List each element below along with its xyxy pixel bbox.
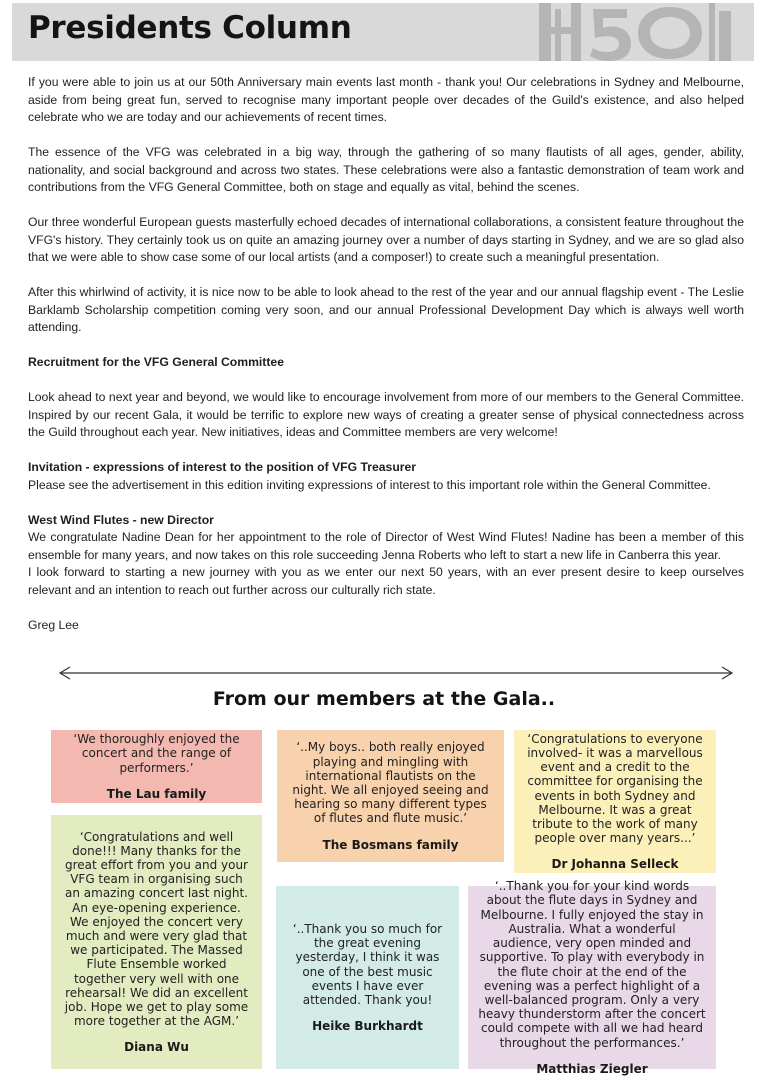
testimonial-quote: ‘Congratulations to everyone involved- it was a marvellous event and a credit to the committee for organising the events in both Sydney and Melbourne. It was a great tribute to the work of many people over many years...’ <box>527 731 703 846</box>
testimonial-card <box>468 879 716 1076</box>
westwind-heading: West Wind Flutes - new Director <box>28 512 214 527</box>
recruitment-heading: Recruitment for the VFG General Committee <box>28 355 284 369</box>
signature: Greg Lee <box>28 617 79 632</box>
anniversary-50-logo <box>535 3 735 61</box>
testimonial-author: The Bosmans family <box>322 837 459 852</box>
testimonial-quote: ‘Congratulations and well done!!! Many thanks for the great effort from you and your VFG team in organising such an amazing concert last night. An eye-opening experience. We enjoyed the concert very much and were very glad that we participated. The Massed Flute Ensemble worked together very well with one rehearsal! We did an excellent job. Hope we get to play some more together at the AGM.’ <box>64 829 249 1029</box>
invitation-text: Please see the advertisement in this edition inviting expressions of interest to this important role within the General Committee. <box>28 477 711 492</box>
testimonial-card <box>51 730 262 803</box>
testimonial-author: Matthias Ziegler <box>536 1061 648 1076</box>
paragraph: If you were able to join us at our 50th Anniversary main events last month - thank you! Our celebrations in Sydney and Melbourne, aside from being great fun, served to recognise many important people over decades of the Guild's existence, and also helped celebrate who we are today and our achievements of recent times. <box>28 75 744 124</box>
testimonial-author: Dr Johanna Selleck <box>551 857 679 872</box>
page-title: Presidents Column <box>28 10 352 46</box>
testimonial-quote: ‘..Thank you so much for the great evening yesterday, I think it was one of the best music events I have ever attended. Thank you! <box>292 921 443 1007</box>
testimonial-quote: ‘..My boys.. both really enjoyed playing and mingling with international flautists on the night. We all enjoyed seeing and hearing so many different types of flutes and flute music.’ <box>292 740 489 826</box>
paragraph: Our three wonderful European guests masterfully echoed decades of international collaborations, a consistent feature throughout the VFG's history. They certainly took us on quite an amazing journey over a number of days starting in Sydney, and we are so glad also that we were able to show case some of our local artists (and a composer!) to create such a meaningful presentation. <box>28 215 744 264</box>
closing-text: I look forward to starting a new journey with you as we enter our next 50 years, with an ever present desire to keep ourselves relevant and an intention to reach out further across our culturally rich state. <box>28 565 744 597</box>
testimonial-author: Diana Wu <box>124 1040 189 1055</box>
double-arrow-divider <box>56 663 736 683</box>
logo-text: 50 <box>635 39 637 40</box>
testimonial-card <box>51 815 262 1069</box>
testimonial-quote: ‘We thoroughly enjoyed the concert and the range of performers.’ <box>73 732 240 775</box>
testimonial-quote: ‘..Thank you for your kind words about the flute days in Sydney and Melbourne. I fully enjoyed the stay in Australia. What a wonderful audience, very open minded and supportive. To play with everybody in the flute choir at the end of the evening was a perfect highlight of a well-balanced program. Only a very heavy thunderstorm after the concert could compete with all we had heard throughout the performances.’ <box>478 879 706 1050</box>
testimonial-card <box>277 730 504 862</box>
testimonial-author: The Lau family <box>106 786 207 801</box>
testimonial-card <box>276 886 459 1069</box>
gala-section-title: From our members at the Gala.. <box>212 688 556 710</box>
paragraph: After this whirlwind of activity, it is nice now to be able to look ahead to the rest of the year and our annual flagship event - The Leslie Barklamb Scholarship competition coming very soon, and our annual Professional Development Day which is always well worth attending. <box>28 285 744 334</box>
recruitment-text: Look ahead to next year and beyond, we would like to encourage involvement from more of our members to the General Committee. Inspired by our recent Gala, it would be terrific to explore new ways of creating a greater sense of physical connectedness across the Guild throughout each year. New initiatives, ideas and Committee members are very welcome! <box>28 390 744 439</box>
invitation-heading: Invitation - expressions of interest to the position of VFG Treasurer <box>28 460 417 474</box>
testimonial-card <box>514 730 716 873</box>
paragraph: The essence of the VFG was celebrated in a big way, through the gathering of so many flautists of all ages, gender, ability, nationality, and social background and across two states. These celebrations were also a fantastic demonstration of team work and contributions from the VFG General Committee, both on stage and equally as vital, behind the scenes. <box>28 145 744 194</box>
testimonial-author: Heike Burkhardt <box>312 1019 423 1034</box>
article-body <box>28 74 744 634</box>
westwind-text: We congratulate Nadine Dean for her appointment to the role of Director of West Wind Flutes! Nadine has been a member of this ensemble for many years, and now takes on this role succeeding Jenna Roberts who left to start a new life in Canberra this year. <box>28 530 744 562</box>
